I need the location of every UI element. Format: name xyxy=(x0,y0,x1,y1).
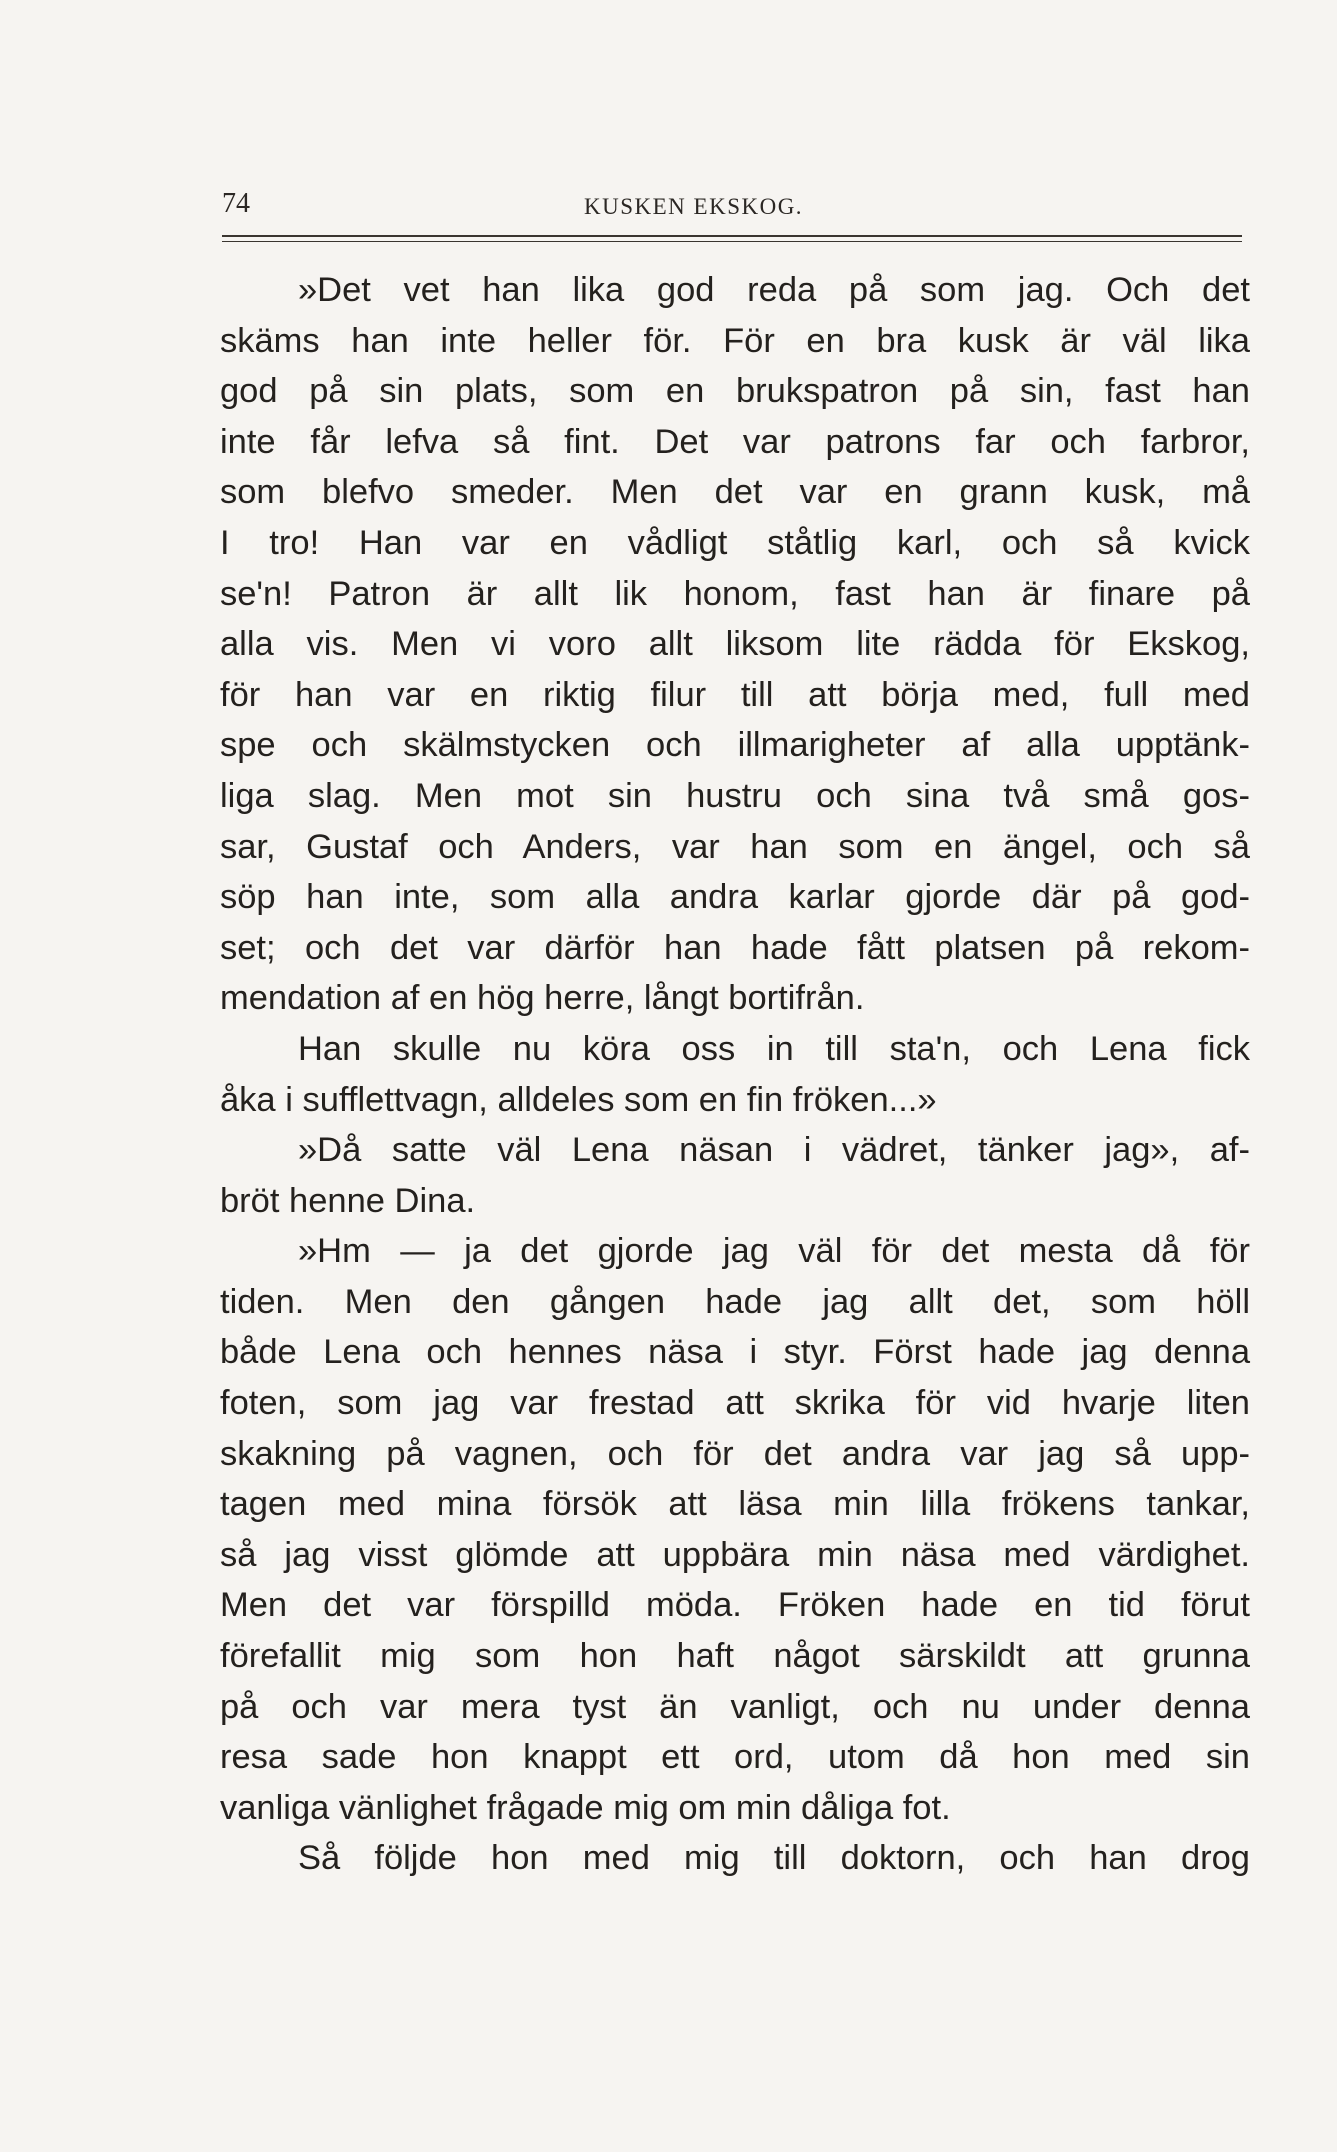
text-line: bröt henne Dina. xyxy=(220,1181,476,1220)
text-line: resa sade hon knappt ett ord, utom då hon med sin xyxy=(220,1738,1250,1777)
text-line: som blefvo smeder. Men det var en grann kusk, må xyxy=(220,473,1250,512)
text-line: Men det var förspilld möda. Fröken hade en tid förut xyxy=(220,1586,1250,1625)
text-line: på och var mera tyst än vanligt, och nu under denna xyxy=(220,1687,1250,1726)
text-line: för han var en riktig filur till att börja med, full med xyxy=(220,675,1250,714)
text-line: »Då satte väl Lena näsan i vädret, tänker jag», af- xyxy=(298,1131,1250,1170)
text-line: alla vis. Men vi voro allt liksom lite rädda för Ekskog, xyxy=(220,625,1250,664)
text-line: skäms han inte heller för. För en bra kusk är väl lika xyxy=(220,321,1250,360)
header-rule xyxy=(222,235,1242,237)
text-line: inte får lefva så fint. Det var patrons far och farbror, xyxy=(220,422,1250,461)
text-line: mendation af en hög herre, långt bortifrån. xyxy=(220,979,865,1018)
text-line: »Hm — ja det gjorde jag väl för det mesta då för xyxy=(298,1232,1250,1271)
text-line: Så följde hon med mig till doktorn, och han drog xyxy=(298,1839,1250,1878)
text-line: åka i sufflettvagn, alldeles som en fin fröken...» xyxy=(220,1080,937,1119)
header-rule-thin xyxy=(222,241,1242,242)
text-line: set; och det var därför han hade fått platsen på rekom- xyxy=(220,928,1250,967)
text-line: foten, som jag var frestad att skrika för vid hvarje liten xyxy=(220,1384,1250,1423)
text-line: tagen med mina försök att läsa min lilla frökens tankar, xyxy=(220,1485,1250,1524)
text-line: skakning på vagnen, och för det andra var jag så upp- xyxy=(220,1434,1250,1473)
page-number: 74 xyxy=(222,188,250,219)
text-line: I tro! Han var en vådligt ståtlig karl, och så kvick xyxy=(220,523,1250,562)
text-line: tiden. Men den gången hade jag allt det, som höll xyxy=(220,1282,1250,1321)
text-line: både Lena och hennes näsa i styr. Först hade jag denna xyxy=(220,1333,1250,1372)
text-line: så jag visst glömde att uppbära min näsa med värdighet. xyxy=(220,1535,1250,1574)
text-line: se'n! Patron är allt lik honom, fast han är finare på xyxy=(220,574,1250,613)
running-title: KUSKEN EKSKOG. xyxy=(584,194,804,219)
page-header xyxy=(222,188,1232,228)
text-line: »Det vet han lika god reda på som jag. Och det xyxy=(298,271,1250,309)
text-line: god på sin plats, som en brukspatron på sin, fast han xyxy=(220,372,1250,411)
text-line: söp han inte, som alla andra karlar gjorde där på god- xyxy=(220,878,1250,917)
body-text xyxy=(220,265,1250,1884)
text-line: sar, Gustaf och Anders, var han som en ängel, och så xyxy=(220,827,1250,866)
text-line: vanliga vänlighet frågade mig om min dåliga fot. xyxy=(220,1788,951,1827)
text-line: liga slag. Men mot sin hustru och sina två små gos- xyxy=(220,776,1250,815)
text-line: Han skulle nu köra oss in till sta'n, och Lena fick xyxy=(298,1029,1250,1068)
text-line: förefallit mig som hon haft något särskildt att grunna xyxy=(220,1637,1250,1676)
text-line: spe och skälmstycken och illmarigheter af alla upptänk- xyxy=(220,726,1250,765)
